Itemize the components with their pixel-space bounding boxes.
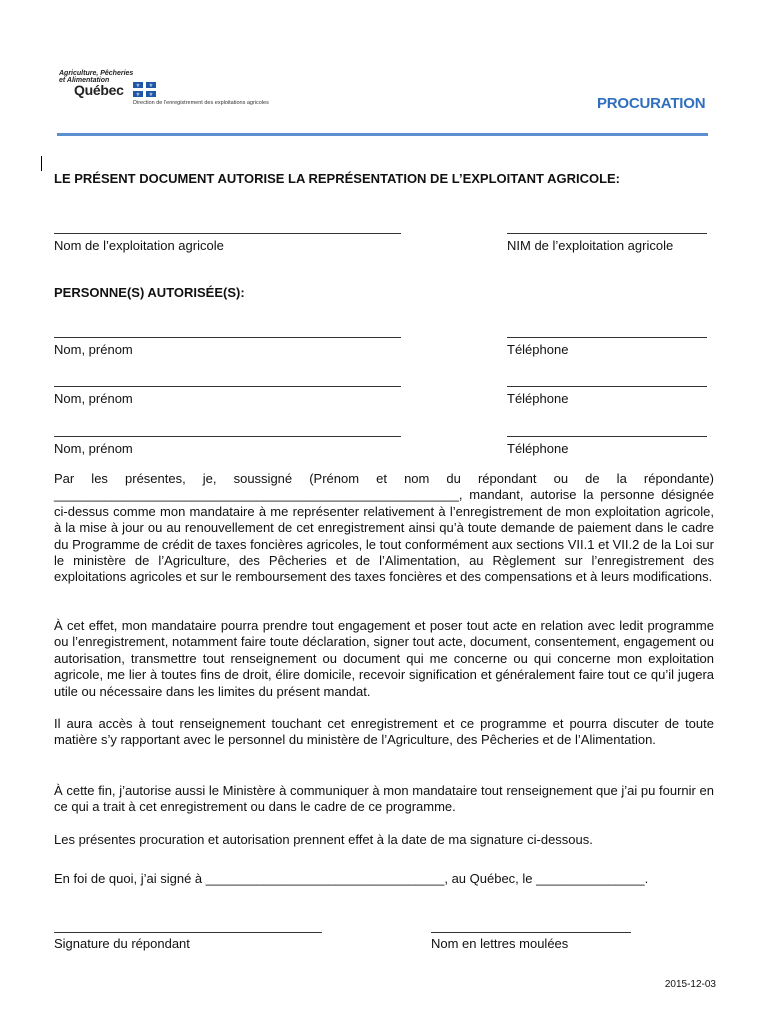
farm-name-field[interactable] bbox=[54, 233, 401, 234]
person-phone-label: Téléphone bbox=[507, 342, 569, 357]
person-name-label: Nom, prénom bbox=[54, 441, 133, 456]
farm-name-label: Nom de l’exploitation agricole bbox=[54, 238, 224, 253]
powers-paragraph: À cet effet, mon mandataire pourra prendre tout engagement et poser tout acte en relation avec ledit programme ou l’enregistrement, notamment faire toute déclaration, signer tout acte, document, consentement, engagement ou autorisation, transmettre tout renseignement ou document qui me concerne ou qui concerne mon exploitation agricole, me lier à toutes fins de droit, élire domicile, recevoir signification et généralement faire tout ce qu’il jugera utile ou nécessaire dans les limites du présent mandat. bbox=[54, 618, 714, 699]
person-name-field[interactable] bbox=[54, 337, 401, 338]
mandate-paragraph: Par les présentes, je, soussigné (Prénom et nom du répondant ou de la répondante) ________________________________________________________, mandant, autorise la personne désignée ci-dessus comme mon mandataire à me représenter relativement à l’enregistrement de mon exploitation agricole, à la mise à jour ou au renouvellement de cet enregistrement ainsi qu’à toute demande de paiement dans le cadre du Programme de crédit de taxes foncières agricoles, le tout conformément aux sections VII.1 et VII.2 de la Loi sur le ministère de l’Agriculture, des Pêcheries et de l’Alimentation, au Règlement sur l’enregistrement des exploitations agricoles et sur le remboursement des taxes foncières et des compensations et à leurs modifications. bbox=[54, 471, 714, 585]
person-phone-label: Téléphone bbox=[507, 391, 569, 406]
main-heading: LE PRÉSENT DOCUMENT AUTORISE LA REPRÉSENTATION DE L’EXPLOITANT AGRICOLE: bbox=[54, 171, 621, 186]
effect-paragraph: Les présentes procuration et autorisation prennent effet à la date de ma signature ci-dessous. bbox=[54, 832, 593, 847]
person-phone-field[interactable] bbox=[507, 386, 707, 387]
svg-text:⚜: ⚜ bbox=[148, 92, 154, 97]
direction-subtitle: Direction de l'enregistrement des exploitations agricoles bbox=[133, 100, 269, 106]
signature-label: Signature du répondant bbox=[54, 936, 190, 951]
quebec-wordmark: Québec bbox=[74, 82, 124, 98]
header-divider bbox=[57, 133, 708, 136]
person-name-field[interactable] bbox=[54, 386, 401, 387]
communication-paragraph: À cette fin, j’autorise aussi le Ministère à communiquer à mon mandataire tout renseignement que j’ai pu fournir en ce qui a trait à cet enregistrement ou dans le cadre de ce programme. bbox=[54, 783, 714, 815]
person-phone-label: Téléphone bbox=[507, 441, 569, 456]
printed-name-field[interactable] bbox=[431, 932, 631, 933]
person-name-field[interactable] bbox=[54, 436, 401, 437]
signed-at-line[interactable]: En foi de quoi, j’ai signé à _________________________________, au Québec, le _______________. bbox=[54, 871, 649, 886]
nim-label: NIM de l’exploitation agricole bbox=[507, 238, 674, 253]
ministry-name-line2: et Alimentation bbox=[59, 77, 110, 84]
persons-heading: PERSONNE(S) AUTORISÉE(S): bbox=[54, 285, 245, 300]
person-name-label: Nom, prénom bbox=[54, 342, 133, 357]
person-phone-field[interactable] bbox=[507, 337, 707, 338]
printed-name-label: Nom en lettres moulées bbox=[431, 936, 569, 951]
nim-field[interactable] bbox=[507, 233, 707, 234]
document-title: PROCURATION bbox=[597, 95, 706, 112]
margin-mark bbox=[41, 156, 42, 171]
svg-text:⚜: ⚜ bbox=[135, 92, 141, 97]
access-paragraph: Il aura accès à tout renseignement touchant cet enregistrement et ce programme et pourra discuter de toute matière s’y rapportant avec le personnel du ministère de l’Agriculture, des Pêcheries et de l’Alimentation. bbox=[54, 716, 714, 748]
svg-text:⚜: ⚜ bbox=[135, 83, 141, 90]
signature-field[interactable] bbox=[54, 932, 322, 933]
ministry-name-line1: Agriculture, Pêcheries bbox=[59, 70, 134, 77]
form-version-date: 2015-12-03 bbox=[664, 979, 716, 990]
person-name-label: Nom, prénom bbox=[54, 391, 133, 406]
svg-text:⚜: ⚜ bbox=[148, 83, 154, 90]
person-phone-field[interactable] bbox=[507, 436, 707, 437]
quebec-flag-icon bbox=[133, 82, 156, 97]
